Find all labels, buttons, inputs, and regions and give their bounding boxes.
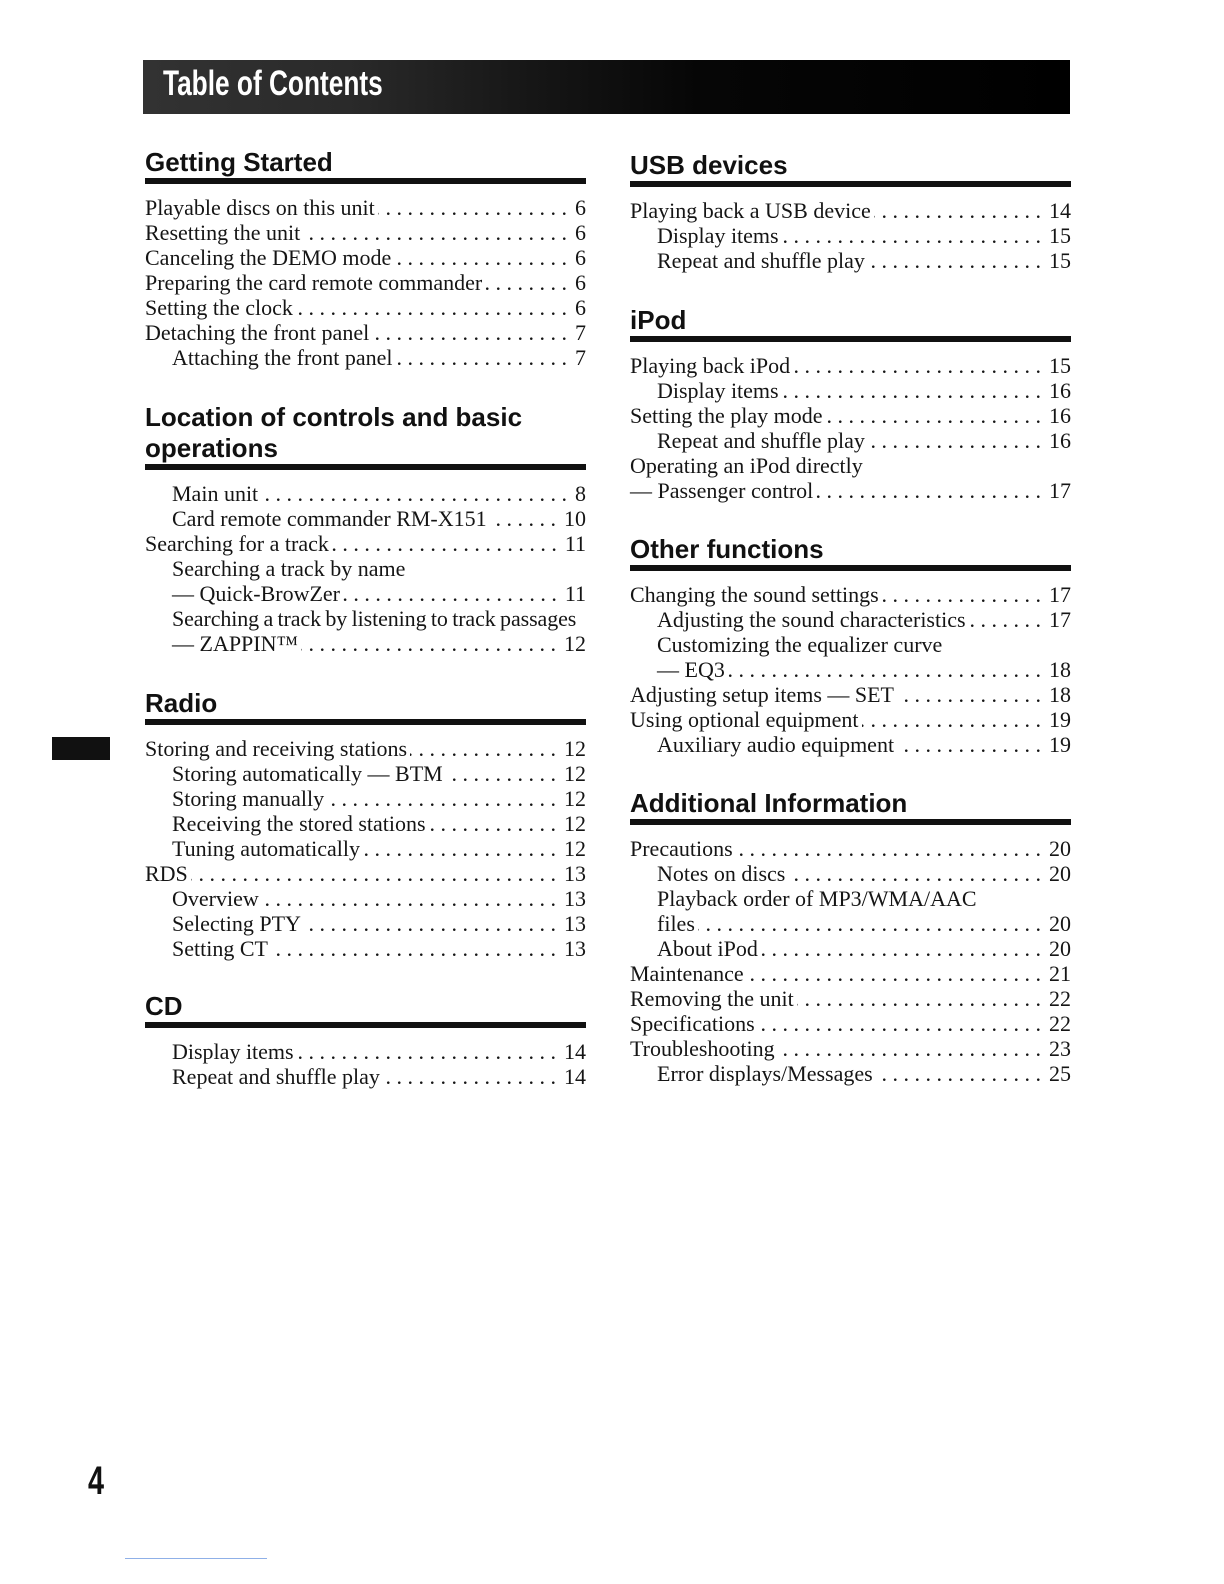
toc-entry [630,453,1071,478]
entry-title: Overview [172,886,259,911]
entry-title: Receiving the stored stations [172,811,426,836]
entry-title: RDS [145,861,188,886]
toc-entry [630,836,1071,861]
page-title: Table of Contents [163,64,383,103]
toc-entry [145,1064,586,1089]
entry-title: files [657,911,695,936]
entry-title: Playable discs on this unit [145,195,375,220]
entry-title: Troubleshooting [630,1036,775,1061]
dot-leader [394,245,567,270]
dot-leader [429,811,556,836]
entry-title: Detaching the front panel [145,320,370,345]
toc-entry [145,786,586,811]
dot-leader [304,911,556,936]
dot-leader [490,506,556,531]
toc-entry [630,403,1071,428]
toc-entry [145,911,586,936]
entry-title: Setting the play mode [630,403,823,428]
toc-entry [145,1039,586,1064]
toc-entry [630,861,1071,886]
section-heading: Getting Started [145,147,333,177]
entry-page-number: 12 [564,786,586,811]
dot-leader [868,428,1041,453]
toc-entry [145,836,586,861]
dot-leader [782,223,1041,248]
entry-page-number: 13 [564,936,586,961]
page-number: 4 [88,1459,105,1503]
section-heading: USB devices [630,150,788,180]
toc-entry [630,1061,1071,1086]
toc-entry [630,223,1071,248]
dot-leader [410,736,556,761]
toc-entry [630,198,1071,223]
entry-title: — ZAPPIN™ [172,631,299,656]
entry-page-number: 14 [1049,198,1071,223]
dot-leader [728,657,1041,682]
entry-page-number: 6 [575,270,586,295]
entry-page-number: 20 [1049,861,1071,886]
entry-title: Notes on discs [657,861,786,886]
dot-leader [372,320,567,345]
entry-page-number: 8 [575,481,586,506]
toc-entry [630,886,1071,911]
dot-leader [262,886,556,911]
entry-list [145,195,586,370]
entry-title: Removing the unit [630,986,794,1011]
dot-leader [797,986,1041,1011]
toc-entry [630,911,1071,936]
dot-leader [446,761,556,786]
entry-page-number: 14 [564,1039,586,1064]
toc-entry [145,295,586,320]
dot-leader [396,345,567,370]
section-rule [630,336,1071,342]
entry-list [630,198,1071,273]
entry-page-number: 20 [1049,836,1071,861]
toc-entry [145,631,586,656]
dot-leader [343,581,557,606]
section-rule [145,464,586,470]
section-heading: Radio [145,688,218,718]
entry-title: Resetting the unit [145,220,301,245]
entry-page-number: 16 [1049,378,1071,403]
toc-entry [630,607,1071,632]
dot-leader [378,195,567,220]
dot-leader [761,936,1041,961]
dot-leader [825,403,1041,428]
entry-page-number: 23 [1049,1036,1071,1061]
entry-title: Display items [657,378,779,403]
entry-title: Searching for a track [145,531,329,556]
dot-leader [747,961,1041,986]
toc-entry [630,478,1071,503]
section-usb-devices [630,150,1071,273]
entry-page-number: 6 [575,220,586,245]
section-ipod [630,305,1071,503]
dot-leader [782,378,1041,403]
entry-page-number: 22 [1049,1011,1071,1036]
toc-entry [145,245,586,270]
entry-page-number: 15 [1049,248,1071,273]
dot-leader [363,836,556,861]
entry-title: Repeat and shuffle play [657,248,865,273]
entry-title: Operating an iPod directly [630,453,863,478]
entry-page-number: 20 [1049,911,1071,936]
entry-page-number: 7 [575,320,586,345]
entry-page-number: 17 [1049,478,1071,503]
dot-leader [261,481,567,506]
entry-list [145,481,586,656]
entry-title: Specifications [630,1011,755,1036]
entry-page-number: 12 [564,836,586,861]
entry-title: Adjusting setup items — SET [630,682,894,707]
entry-title: Card remote commander RM-X151 [172,506,487,531]
toc-entry [145,531,586,556]
entry-title: Preparing the card remote commander [145,270,483,295]
toc-entry [145,736,586,761]
toc-entry [630,582,1071,607]
entry-page-number: 11 [564,531,586,556]
toc-entry [145,556,586,581]
entry-title: Selecting PTY [172,911,301,936]
entry-page-number: 12 [564,761,586,786]
entry-title: — Quick-BrowZer [172,581,341,606]
section-heading: Other functions [630,534,824,564]
entry-page-number: 13 [564,886,586,911]
toc-entry [145,195,586,220]
entry-title: Storing manually [172,786,325,811]
toc-entry [630,378,1071,403]
section-heading: iPod [630,305,687,335]
entry-page-number: 16 [1049,403,1071,428]
toc-entry [145,320,586,345]
section-rule [630,819,1071,825]
dot-leader [816,478,1041,503]
toc-entry [630,936,1071,961]
dot-leader [191,861,556,886]
entry-page-number: 15 [1049,353,1071,378]
entry-title: Maintenance [630,961,744,986]
entry-list [630,353,1071,503]
entry-page-number: 11 [564,581,586,606]
entry-title: Searching a track by name [172,556,406,581]
entry-page-number: 16 [1049,428,1071,453]
dot-leader [897,682,1041,707]
entry-title: — EQ3 [657,657,725,682]
dot-leader [296,295,567,320]
toc-entry [630,707,1071,732]
toc-entry [145,506,586,531]
entry-title: Error displays/Messages [657,1061,873,1086]
section-heading: Location of controls and basic operations [145,402,523,463]
entry-page-number: 12 [564,811,586,836]
toc-entry [630,657,1071,682]
dot-leader [778,1036,1041,1061]
entry-list [145,736,586,961]
entry-title: Auxiliary audio equipment [657,732,895,757]
entry-page-number: 6 [575,195,586,220]
entry-list [630,836,1071,1086]
dot-leader [303,220,567,245]
entry-title: Playback order of MP3/WMA/AAC [657,886,977,911]
entry-title: Storing automatically — BTM [172,761,443,786]
entry-page-number: 18 [1049,682,1071,707]
dot-leader [271,936,556,961]
entry-title: Canceling the DEMO mode [145,245,392,270]
right-column [630,0,1071,1200]
dot-leader [736,836,1041,861]
toc-entry [145,220,586,245]
dot-leader [758,1011,1041,1036]
toc-entry [630,632,1071,657]
toc-entry [630,1011,1071,1036]
toc-entry [630,248,1071,273]
entry-page-number: 17 [1049,607,1071,632]
toc-entry [145,761,586,786]
section-cd [145,991,586,1089]
entry-title: Setting the clock [145,295,293,320]
entry-title: Searching a track by listening to track passages [172,606,577,631]
toc-entry [145,811,586,836]
entry-page-number: 17 [1049,582,1071,607]
dot-leader [868,248,1041,273]
entry-title: Setting CT [172,936,268,961]
dot-leader [327,786,556,811]
entry-page-number: 12 [564,631,586,656]
entry-page-number: 6 [575,295,586,320]
entry-title: Adjusting the sound characteristics [657,607,966,632]
entry-title: — Passenger control [630,478,814,503]
section-heading: CD [145,991,183,1021]
dot-leader [876,1061,1041,1086]
dot-leader [485,270,567,295]
toc-entry [145,936,586,961]
toc-entry [145,270,586,295]
entry-page-number: 10 [564,506,586,531]
entry-page-number: 25 [1049,1061,1071,1086]
entry-page-number: 13 [564,911,586,936]
entry-page-number: 19 [1049,732,1071,757]
entry-title: Repeat and shuffle play [172,1064,380,1089]
entry-title: Repeat and shuffle play [657,428,865,453]
entry-title: Display items [172,1039,294,1064]
entry-page-number: 20 [1049,936,1071,961]
section-rule [630,181,1071,187]
toc-entry [145,581,586,606]
section-location-of-controls [145,402,586,656]
toc-entry [145,886,586,911]
entry-title: Playing back iPod [630,353,791,378]
toc-entry [145,606,586,631]
entry-page-number: 21 [1049,961,1071,986]
entry-title: Storing and receiving stations [145,736,408,761]
section-tab-marker [52,737,110,760]
dot-leader [332,531,557,556]
entry-title: Main unit [172,481,259,506]
dot-leader [969,607,1041,632]
entry-title: Playing back a USB device [630,198,871,223]
toc-entry [145,861,586,886]
section-additional-information [630,788,1071,1086]
blue-underline-mark [125,1558,267,1559]
section-rule [145,719,586,725]
entry-page-number: 19 [1049,707,1071,732]
entry-page-number: 14 [564,1064,586,1089]
entry-title: About iPod [657,936,758,961]
entry-title: Changing the sound settings [630,582,879,607]
entry-title: Display items [657,223,779,248]
toc-entry [630,961,1071,986]
section-other-functions [630,534,1071,757]
entry-page-number: 22 [1049,986,1071,1011]
entry-title: Precautions [630,836,733,861]
dot-leader [698,911,1041,936]
section-getting-started [145,147,586,370]
entry-list [630,582,1071,757]
entry-page-number: 18 [1049,657,1071,682]
entry-page-number: 6 [575,245,586,270]
dot-leader [301,631,556,656]
toc-entry [630,1036,1071,1061]
dot-leader [882,582,1041,607]
dot-leader [788,861,1041,886]
section-rule [145,1022,586,1028]
entry-title: Using optional equipment [630,707,859,732]
toc-entry [145,481,586,506]
dot-leader [874,198,1041,223]
toc-entry [630,732,1071,757]
section-radio [145,688,586,961]
entry-page-number: 7 [575,345,586,370]
entry-list [145,1039,586,1089]
entry-page-number: 15 [1049,223,1071,248]
dot-leader [897,732,1041,757]
dot-leader [383,1064,556,1089]
section-heading: Additional Information [630,788,908,818]
entry-page-number: 12 [564,736,586,761]
section-rule [630,565,1071,571]
entry-title: Tuning automatically [172,836,361,861]
left-column [145,0,586,1200]
toc-entry [630,682,1071,707]
dot-leader [297,1039,556,1064]
toc-entry [630,986,1071,1011]
entry-title: Customizing the equalizer curve [657,632,943,657]
section-rule [145,178,586,184]
entry-page-number: 13 [564,861,586,886]
entry-title: Attaching the front panel [172,345,393,370]
toc-entry [630,353,1071,378]
dot-leader [793,353,1041,378]
toc-entry [630,428,1071,453]
toc-entry [145,345,586,370]
dot-leader [862,707,1041,732]
